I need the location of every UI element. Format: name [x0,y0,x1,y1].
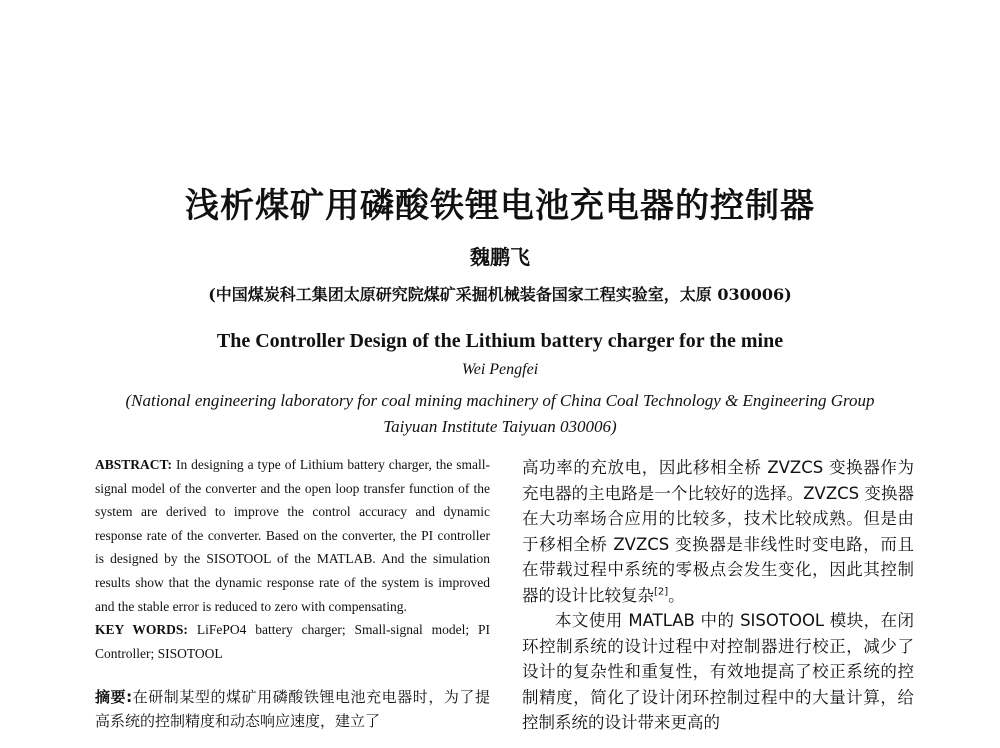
abstract-cn-label: 摘要: [95,688,133,707]
affiliation-cn: (中国煤炭科工集团太原研究院煤矿采掘机械装备国家工程实验室，太原 030006) [208,285,792,304]
keywords-en [95,618,490,665]
affiliation-en-line1: (National engineering laboratory for coal mining machinery of China Coal Technology & Engineering Group [125,391,875,410]
abstract-en-text: In designing a type of Lithium battery charger, the small-signal model of the converter and the open loop transfer function of the system are derived to improve the control accuracy and dynamic response rate of the converter. Based on the converter, the PI controller is designed by the SISOTOOL of the MATLAB. And the simulation results show that the dynamic response rate of the system is improved and the stable error is reduced to zero with compensating. [95,457,491,614]
paper-title-cn: 浅析煤矿用磷酸铁锂电池充电器的控制器 [185,186,815,226]
abstract-cn [95,685,490,733]
affiliation-en-line2: Taiyuan Institute Taiyuan 030006) [383,417,617,436]
paper-title-en: The Controller Design of the Lithium battery charger for the mine [216,330,784,352]
body-paragraph-1-end: 。 [668,585,685,605]
author-cn: 魏鹏飞 [470,245,530,269]
body-paragraph-1-text: 高功率的充放电，因此移相全桥 ZVZCS 变换器作为充电器的主电路是一个比较好的选择。ZVZCS 变换器在大功率场合应用的比较多，技术比较成熟。但是由于移相全桥 ZVZCS 变换器是非线性时变电路，而且在带载过程中系统的零极点会发生变化，因此其控制器的设计比较复杂 [522,458,914,605]
abstract-en [95,453,490,618]
abstract-cn-text: 在研制某型的煤矿用磷酸铁锂电池充电器时，为了提高系统的控制精度和动态响应速度，建立了 [95,688,490,731]
keywords-en-text: LiFePO4 battery charger; Small-signal model; PI Controller; SISOTOOL [95,622,491,661]
body-paragraph-2: 本文使用 MATLAB 中的 SISOTOOL 模块，在闭环控制系统的设计过程中对控制器进行校正，减少了设计的复杂性和重复性，有效地提高了校正系统的控制精度，简化了设计闭环控制过程中的大量计算，给控制系统的设计带来更高的 [522,611,914,732]
body-paragraph-1 [522,455,914,608]
keywords-en-label: KEY WORDS: [95,622,188,638]
left-column [95,453,490,733]
abstract-en-label: ABSTRACT: [95,457,173,472]
right-column [522,455,914,736]
affiliation-en [0,388,1000,440]
author-en: Wei Pengfei [461,361,539,378]
citation-ref: [2] [654,586,669,597]
